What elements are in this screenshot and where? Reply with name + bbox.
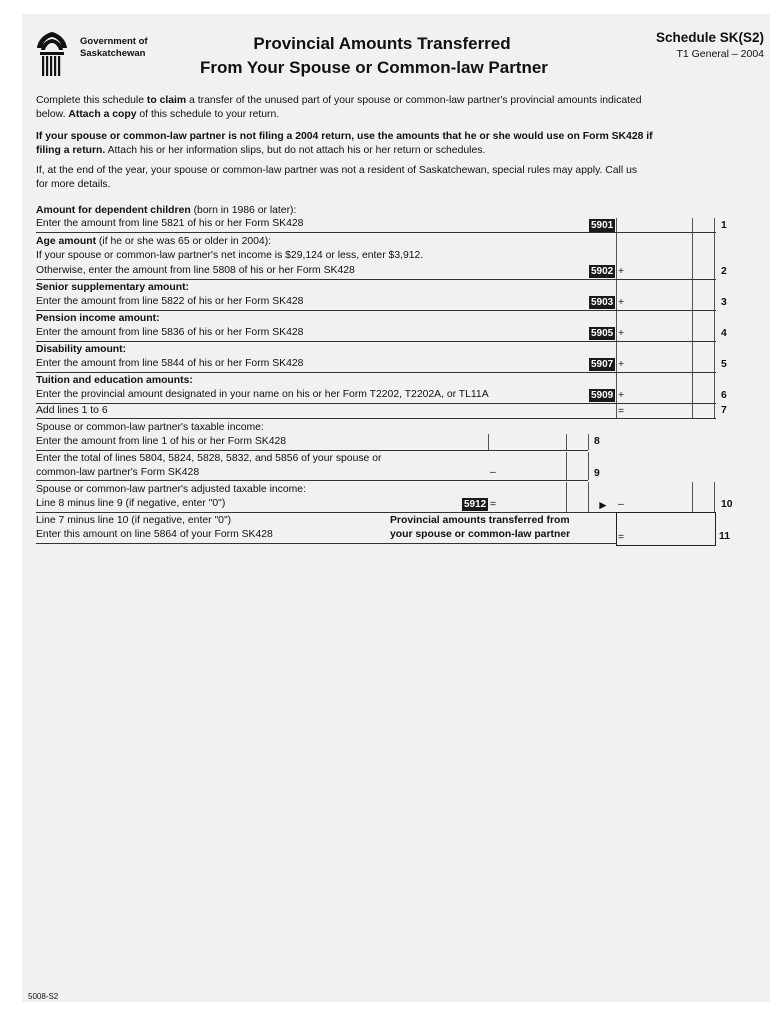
line-6-number: 6 [721,390,727,401]
form-page [22,14,770,1002]
line-11-number: 11 [719,531,730,542]
line-10-text-1: Spouse or common-law partner's adjusted taxable income: [36,484,306,495]
line-10-text-2: Line 8 minus line 9 (if negative, enter "0") [36,498,226,509]
line-6-rule [36,403,716,404]
line-5-rule [36,372,716,373]
line-3-code: 5903 [591,297,614,308]
government-line-2: Saskatchewan [80,48,146,59]
line-5-text: Enter the amount from line 5844 of his or her Form SK428 [36,358,304,369]
line-8-text-2: Enter the amount from line 1 of his or her Form SK428 [36,436,287,447]
line-1-text: Enter the amount from line 5821 of his or her Form SK428 [36,218,304,229]
line-10-equals: = [490,499,497,510]
line-1-input[interactable] [618,216,714,231]
form-code: 5008-S2 [28,992,59,1001]
line-9-input[interactable] [498,465,586,479]
line-10-box-right [588,482,589,512]
line-6-input[interactable] [626,387,714,402]
line-4-input[interactable] [626,325,714,340]
line-11-label-1: Provincial amounts transferred from [390,515,570,526]
line-3-input[interactable] [626,294,714,309]
line-3-heading: Senior supplementary amount: [36,282,190,293]
tax-year-subtitle: T1 General – 2004 [676,48,764,60]
line-9-box-right [588,452,589,480]
line-4-rule [36,341,716,342]
line-5-code: 5907 [591,359,614,370]
line-10-rule [36,512,716,513]
line-8-box-right [588,434,589,450]
line-10-col-right [714,482,715,512]
government-line-1: Government of [80,36,148,47]
line-4-plus: + [618,328,625,339]
line-3-plus: + [618,297,625,308]
line-4-code: 5905 [591,328,614,339]
line-3-rule [36,310,716,311]
line-8-number: 8 [594,436,600,447]
line-1-heading: Amount for dependent children (born in 1986 or later): [36,205,297,216]
intro-paragraph-2: If your spouse or common-law partner is not filing a 2004 return, use the amounts that he or she would use on Form SK428 if filing a return. Attach his or her information slips, but do not attach his or her return or schedules. [36,131,653,156]
line-9-text-1: Enter the total of lines 5804, 5824, 5828, 5832, and 5856 of your spouse or [36,453,382,464]
line-2-input[interactable] [626,263,714,278]
line-6-text: Enter the provincial amount designated in your name on his or her Form T2202, T2202A, or TL11A [36,389,489,400]
line-5-number: 5 [721,359,727,370]
line-3-number: 3 [721,297,727,308]
line-2-plus: + [618,266,625,277]
line-9-minus: – [490,467,496,478]
line-11-rule [36,543,616,544]
line-11-equals: = [618,532,625,543]
line-3-text: Enter the amount from line 5822 of his or her Form SK428 [36,296,304,307]
line-7-number: 7 [721,405,727,416]
line-2-text-2: Otherwise, enter the amount from line 5808 of his or her Form SK428 [36,265,355,276]
line-8-input[interactable] [490,434,586,449]
line-7-input[interactable] [626,404,714,417]
line-10-number: 10 [721,499,733,510]
line-10-code: 5912 [464,499,487,510]
line-8-text-1: Spouse or common-law partner's taxable income: [36,422,264,433]
line-5-heading: Disability amount: [36,344,127,355]
line-4-text: Enter the amount from line 5836 of his or her Form SK428 [36,327,304,338]
title-line-1: Provincial Amounts Transferred [253,34,511,53]
line-2-heading: Age amount (if he or she was 65 or older in 2004): [36,236,272,247]
line-2-code: 5902 [591,266,614,277]
intro-paragraph-1: Complete this schedule to claim a transfer of the unused part of your spouse or common-law partner's provincial amounts indicated below. Attach a copy of this schedule to your return. [36,95,642,120]
line-11-text-2: Enter this amount on line 5864 of your Form SK428 [36,529,273,540]
line-2-number: 2 [721,266,727,277]
amount-column-right-edge [714,218,715,418]
line-10-minus: – [618,499,624,510]
line-7-equals: = [618,406,625,417]
title-line-2: From Your Spouse or Common-law Partner [200,58,548,77]
line-5-input[interactable] [626,356,714,371]
line-1-number: 1 [721,220,727,231]
line-6-plus: + [618,390,625,401]
line-8-rule [36,450,588,451]
line-10-arrow: ► [597,498,609,512]
line-11-result-box[interactable] [616,512,716,546]
line-2-rule [36,279,716,280]
line-10-result-input[interactable] [626,496,714,511]
line-10-input[interactable] [498,496,586,511]
line-9-text-2: common-law partner's Form SK428 [36,467,200,478]
line-7-text: Add lines 1 to 6 [36,405,108,416]
intro-paragraph-3: If, at the end of the year, your spouse or common-law partner was not a resident of Saskatchewan, special rules may apply. Call us for more details. [36,165,638,190]
line-6-code: 5909 [591,390,614,401]
line-9-number: 9 [594,468,600,479]
line-1-rule [36,232,716,233]
amount-column-left-edge [616,218,617,418]
schedule-id: Schedule SK(S2) [655,30,764,45]
line-9-rule [36,480,588,481]
line-4-heading: Pension income amount: [36,313,160,324]
line-4-number: 4 [721,328,727,339]
line-5-plus: + [618,359,625,370]
line-11-text-1: Line 7 minus line 10 (if negative, enter "0") [36,515,232,526]
line-7-rule [36,418,716,419]
line-8-box-left [488,434,489,450]
line-2-text-1: If your spouse or common-law partner's net income is $29,124 or less, enter $3,912. [36,250,424,261]
line-1-code: 5901 [591,220,614,231]
line-6-heading: Tuition and education amounts: [36,375,193,386]
line-11-label-2: your spouse or common-law partner [390,529,571,540]
